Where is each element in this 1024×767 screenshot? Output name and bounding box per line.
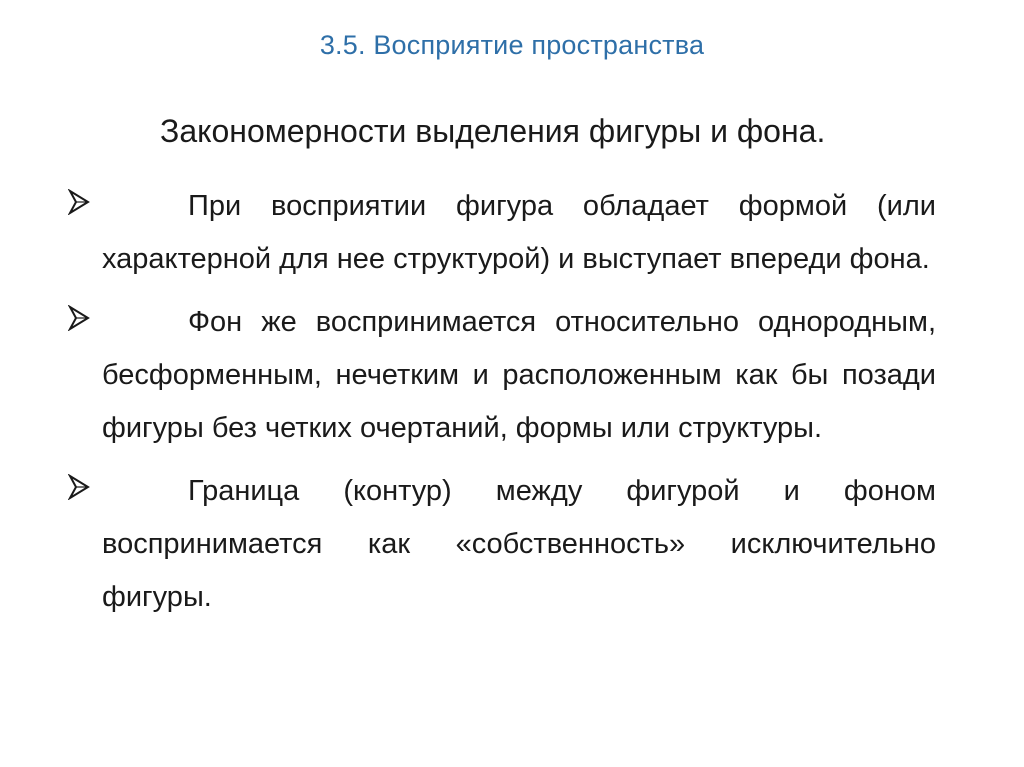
slide-subtitle: Закономерности выделения фигуры и фона. <box>160 113 826 149</box>
bullet-list <box>68 180 936 634</box>
arrowhead-bullet-icon <box>68 189 90 215</box>
arrowhead-bullet-icon <box>68 474 90 500</box>
bullet-item <box>68 465 936 624</box>
bullet-text: При восприятии фигура обладает формой (или характерной для нее структурой) и выступает впереди фона. <box>102 190 936 275</box>
bullet-item <box>68 296 936 455</box>
slide-title: 3.5. Восприятие пространства <box>319 30 705 60</box>
bullet-text: Граница (контур) между фигурой и фоном воспринимается как «собственность» исключительно фигуры. <box>102 475 936 613</box>
bullet-text: Фон же воспринимается относительно однородным, бесформенным, нечетким и расположенным как бы позади фигуры без четких очертаний, формы или структуры. <box>102 306 936 444</box>
bullet-item <box>68 180 936 286</box>
arrowhead-bullet-icon <box>68 305 90 331</box>
